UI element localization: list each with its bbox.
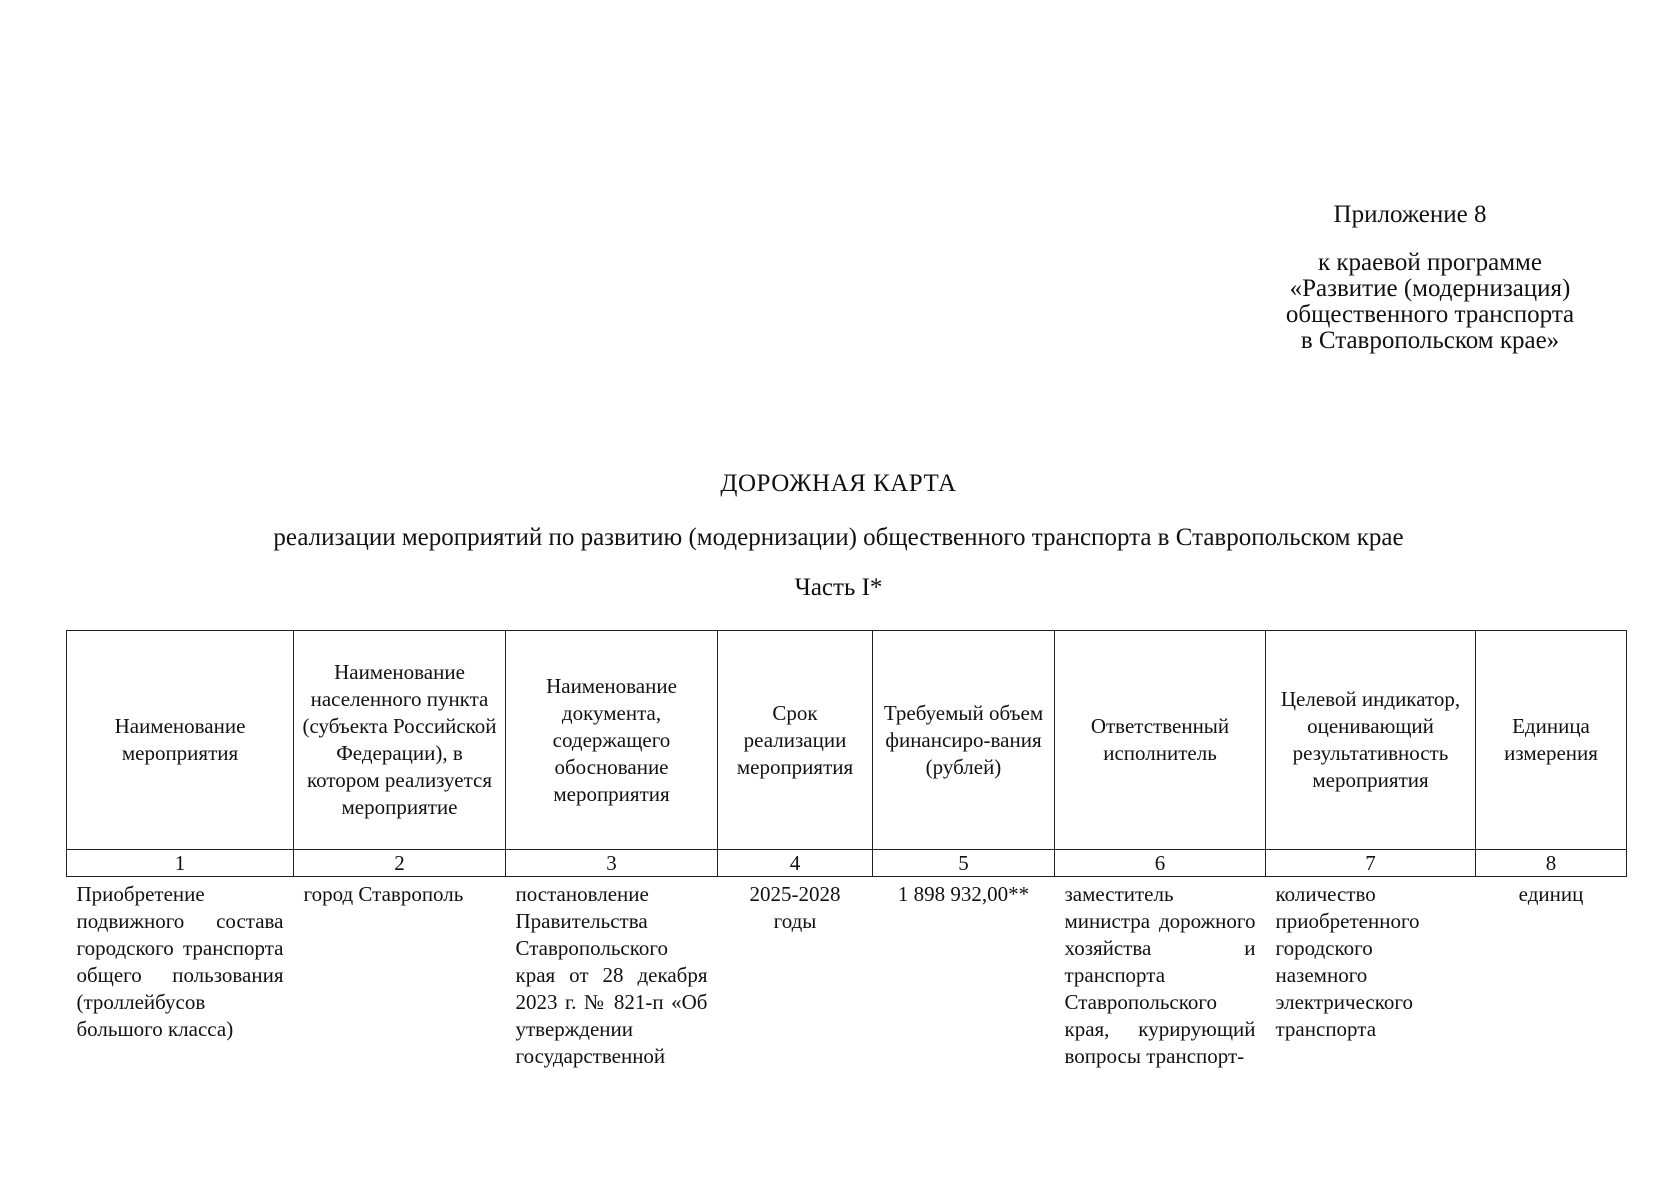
appendix-line: в Ставропольском крае» — [1300, 327, 1560, 354]
document-part: Часть I* — [794, 574, 883, 601]
cell-executor: заместитель министра дорожного хозяйства и транспорта Ставропольского края, курирующий вопросы транспорт- — [1064, 882, 1256, 1068]
header-funding: Требуемый объем финансиро-вания (рублей) — [873, 631, 1055, 850]
cell-term: 2025-2028 годы — [749, 882, 841, 933]
appendix-caption — [1280, 250, 1580, 354]
header-document: Наименование документа, содержащего обоснование мероприятия — [506, 631, 718, 850]
column-number: 1 — [67, 850, 294, 877]
column-number: 2 — [294, 850, 506, 877]
column-number: 6 — [1055, 850, 1266, 877]
table-number-row — [67, 850, 1627, 877]
column-number: 5 — [873, 850, 1055, 877]
column-number: 7 — [1266, 850, 1476, 877]
roadmap-table — [66, 630, 1627, 1070]
column-number: 3 — [506, 850, 718, 877]
appendix-title: Приложение 8 — [1333, 201, 1487, 228]
table-header-row — [67, 631, 1627, 850]
header-indicator: Целевой индикатор, оценивающий результативность мероприятия — [1266, 631, 1476, 850]
appendix-line: к краевой программе — [1318, 249, 1542, 276]
appendix-line: общественного транспорта — [1285, 301, 1575, 328]
cell-event: Приобретение подвижного состава городского транспорта общего пользования (троллейбусов большого класса) — [76, 882, 284, 1041]
cell-locality: город Ставрополь — [303, 882, 464, 906]
header-term: Срок реализации мероприятия — [718, 631, 873, 850]
cell-unit: единиц — [1518, 882, 1584, 906]
header-unit: Единица измерения — [1476, 631, 1627, 850]
cell-indicator: количество приобретенного городского наземного электрического транспорта — [1275, 882, 1420, 1041]
document-title: ДОРОЖНАЯ КАРТА — [720, 470, 957, 497]
header-executor: Ответственный исполнитель — [1055, 631, 1266, 850]
column-number: 4 — [718, 850, 873, 877]
header-event: Наименование мероприятия — [67, 631, 294, 850]
document-subtitle: реализации мероприятий по развитию (модернизации) общественного транспорта в Ставропольском крае — [273, 524, 1404, 551]
cell-document: постановление Правительства Ставропольского края от 28 декабря 2023 г. № 821-п «Об утверждении государственной — [515, 882, 708, 1068]
appendix-line: «Развитие (модернизация) — [1289, 275, 1571, 302]
cell-funding: 1 898 932,00** — [897, 882, 1030, 906]
header-locality: Наименование населенного пункта (субъекта Российской Федерации), в котором реализуется мероприятие — [294, 631, 506, 850]
column-number: 8 — [1476, 850, 1627, 877]
table-row — [67, 877, 1627, 1071]
